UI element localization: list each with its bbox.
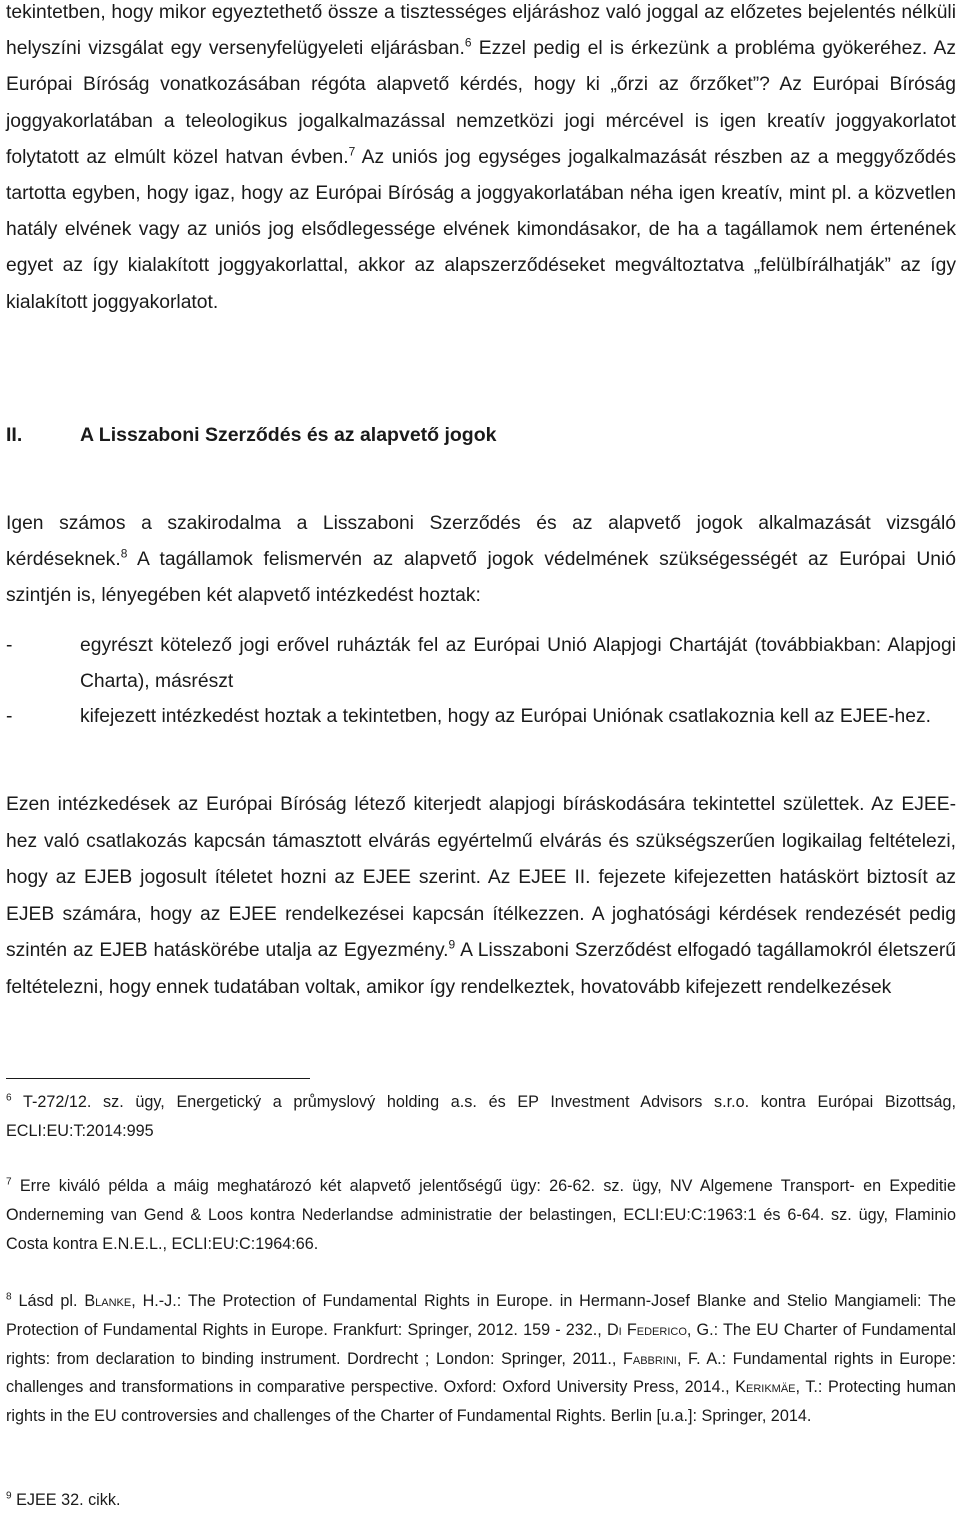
body-paragraph-1 <box>6 0 956 321</box>
footnote-number: 7 <box>6 1176 12 1188</box>
footnote-ref-7[interactable]: 7 <box>348 144 356 159</box>
footnote-6 <box>6 1088 956 1146</box>
author-name: F. A. <box>688 1349 722 1368</box>
list-bullet: - <box>6 706 13 727</box>
footnote-text: Erre kiváló példa a máig meghatározó két alapvető jelentőségű ügy: 26-62. sz. ügy, NV Algemene Transport- en Expeditie Onderneming van Gend & Loos kontra Nederlandse administratie der belastingen, ECLI:EU:C:1963:1 és 6-64. sz. ügy, Flaminio Costa kontra E.N.E.L., ECLI:EU:C:1964:66. <box>6 1177 956 1253</box>
footnote-ref-9[interactable]: 9 <box>448 937 456 952</box>
author-name: Blanke <box>84 1292 132 1310</box>
footnote-text: , G.: The EU Charter of Fundamental rights: from declaration to binding instrument. Dordrecht ; London: Springer, 2011., <box>6 1320 957 1368</box>
footnote-7 <box>6 1172 956 1258</box>
footnote-separator <box>6 1078 310 1079</box>
paragraph-text: A tagállamok felismervén az alapvető jogok védelmének szükségességét az Európai Unió szintjén is, lényegében két alapvető intézkedést hoztak: <box>6 549 956 607</box>
paragraph-text: Az uniós jog egységes jogalkalmazását részben az a meggyőződés tartotta egyben, hogy igaz, hogy az Európai Bíróság a joggyakorlatában néha igen kreatív, mint pl. a közvetlen hatály elvének vagy az uniós jog elsődlegessége elvének kimondásakor, de ha a tagállamok nem értenének egyet az így kialakított joggyakorlattal, akkor az alapszerződéseket megváltoztatva „felülbírálhatják” az így kialakított joggyakorlatot. <box>6 146 956 313</box>
footnote-ref-6[interactable]: 6 <box>464 35 472 50</box>
measures-list <box>6 628 956 735</box>
list-item-text: kifejezett intézkedést hoztak a tekintetben, hogy az Európai Uniónak csatlakoznia kell az EJEE-hez. <box>80 706 931 727</box>
footnote-8 <box>6 1287 956 1431</box>
paragraph-text: Igen számos a szakirodalma a Lisszaboni Szerződés és az alapvető jogok alkalmazását vizsgáló kérdéseknek. <box>6 513 956 571</box>
body-paragraph-2 <box>6 506 956 615</box>
footnote-number: 9 <box>6 1490 12 1502</box>
footnote-number: 6 <box>6 1092 12 1104</box>
footnote-9 <box>6 1486 956 1515</box>
footnote-ref-8[interactable]: 8 <box>120 546 128 561</box>
list-bullet: - <box>6 635 13 656</box>
list-item <box>6 628 956 699</box>
list-item-text: egyrészt kötelező jogi erővel ruházták fel az Európai Unió Alapjogi Chartáját (továbbiakban: Alapjogi Charta), másrészt <box>80 635 956 692</box>
section-heading <box>6 417 496 453</box>
author-name: Kerikmäe <box>735 1378 796 1397</box>
footnote-text: Lásd pl. <box>11 1292 85 1310</box>
paragraph-text: Ezzel pedig el is érkezünk a probléma gyökeréhez. Az Európai Bíróság vonatkozásában régóta alapvető kérdés, hogy ki „őrzi az őrzőket”? Az Európai Bíróság joggyakorlatában a teleologikus jogalkalmazással nemzetközi jogi mércével is igen kreatív joggyakorlatot folytatott az elmúlt közel hatvan évben. <box>6 38 956 168</box>
footnote-number: 8 <box>6 1291 12 1303</box>
paragraph-text: tekintetben, hogy mikor egyeztethető össze a tisztességes eljáráshoz való joggal az előzetes bejelentés nélküli helyszíni vizsgálat egy versenyfelügyeleti eljárásban. <box>6 2 956 60</box>
section-number: II. <box>6 424 23 446</box>
footnote-text: : Fundamental rights in Europe: challenges and transformations in comparative perspective. Oxford: Oxford University Press, 2014., <box>6 1349 956 1397</box>
paragraph-text: A Lisszaboni Szerződést elfogadó tagállamokról életszerű feltételezni, hogy ennek tudatában voltak, amikor így rendelkeztek, hovatovább kifejezett rendelkezések <box>6 940 956 998</box>
footnote-text: , T.: Protecting human rights in the EU controversies and challenges of the Charter of Fundamental Rights. Berlin [u.a.]: Springer, 2014. <box>6 1378 956 1426</box>
section-title: A Lisszaboni Szerződés és az alapvető jogok <box>80 424 497 446</box>
footnote-text: EJEE 32. cikk. <box>11 1491 121 1509</box>
list-item <box>6 699 956 735</box>
footnote-text: T-272/12. sz. ügy, Energetický a průmyslový holding a.s. és EP Investment Advisors s.r.o. kontra Európai Bizottság, ECLI:EU:T:2014:995 <box>6 1093 956 1140</box>
body-paragraph-3 <box>6 787 956 1007</box>
author-name: Fabbrini <box>622 1349 677 1368</box>
paragraph-text: Ezen intézkedések az Európai Bíróság létező kiterjedt alapjogi bíráskodására tekintettel születtek. Az EJEE-hez való csatlakozás kapcsán támasztott elvárás egyértelmű elvárás és szükségszerűen logikailag feltételezi, hogy az EJEB jogosult ítéletet hozni az EJEE szerint. Az EJEE II. fejezete kifejezetten hatáskört biztosít az EJEB számára, hogy az EJEE rendelkezései kapcsán ítélkezzen. A joghatósági kérdések rendezését pedig szintén az EJEB hatáskörébe utalja az Egyezmény. <box>6 794 956 962</box>
footnote-text: , H.-J.: The Protection of Fundamental Rights in Europe. in Hermann-Josef Blanke and Stelio Mangiameli: The Protection of Fundamental Rights in Europe. Frankfurt: Springer, 2012. 159 - 232., <box>6 1292 956 1339</box>
author-name: Di Federico <box>606 1320 687 1339</box>
footnote-text: , <box>676 1349 688 1368</box>
